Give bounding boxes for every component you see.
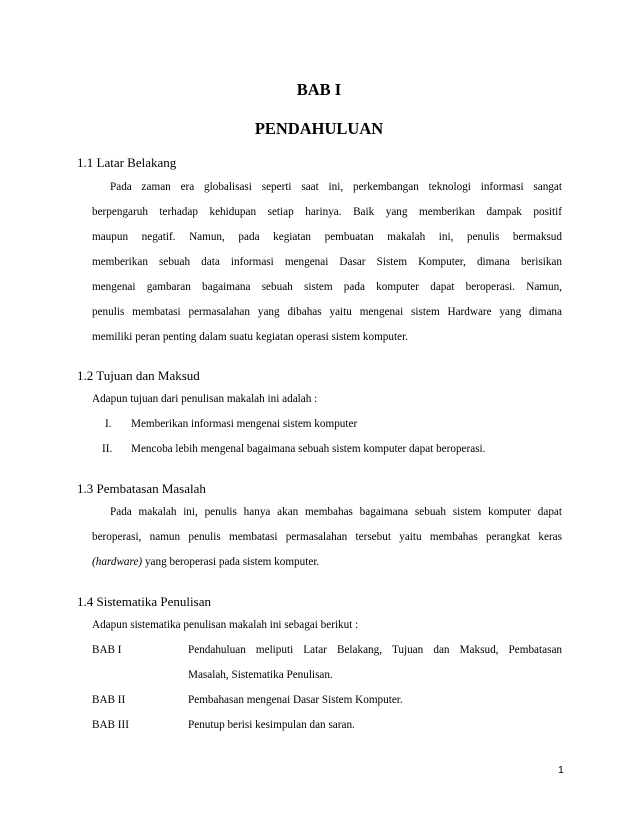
section-heading-latar-belakang: 1.1 Latar Belakang	[77, 155, 177, 170]
paragraph-line: penulis membatasi permasalahan yang dibahas yaitu mengenai sistem Hardware yang dimana	[92, 306, 562, 318]
paragraph-line: maupun negatif. Namun, pada kegiatan pembuatan makalah ini, penulis bermaksud	[92, 231, 562, 243]
list-item-text: Memberikan informasi mengenai sistem komputer	[131, 418, 358, 430]
paragraph-line: Pada makalah ini, penulis hanya akan membahas bagaimana sebuah sistem komputer dapat	[110, 506, 562, 518]
italic-term: (hardware)	[92, 556, 143, 568]
paragraph-line	[92, 556, 319, 568]
paragraph-line-rest: yang beroperasi pada sistem komputer.	[142, 556, 320, 568]
section-heading-pembatasan-masalah: 1.3 Pembatasan Masalah	[77, 481, 206, 496]
chapter-row-label: BAB II	[92, 694, 126, 706]
section-heading-sistematika: 1.4 Sistematika Penulisan	[77, 594, 211, 609]
chapter-row-desc: Penutup berisi kesimpulan dan saran.	[188, 719, 355, 731]
chapter-title: PENDAHULUAN	[254, 119, 384, 138]
section-intro: Adapun sistematika penulisan makalah ini sebagai berikut :	[92, 619, 359, 631]
paragraph-line: memberikan sebuah data informasi mengenai Dasar Sistem Komputer, dimana berisikan	[92, 256, 562, 268]
section-intro: Adapun tujuan dari penulisan makalah ini adalah :	[92, 393, 318, 405]
paragraph-line: Pada zaman era globalisasi seperti saat ini, perkembangan teknologi informasi sangat	[110, 181, 562, 193]
paragraph-line: berpengaruh terhadap kehidupan setiap harinya. Baik yang memberikan dampak positif	[92, 206, 562, 218]
list-item-number: I.	[105, 418, 112, 430]
chapter-label: BAB I	[296, 80, 342, 99]
chapter-row-label: BAB III	[92, 719, 129, 731]
paragraph-line: mengenai gambaran bagaimana sebuah sistem pada komputer dapat beroperasi. Namun,	[92, 281, 562, 293]
chapter-row-label: BAB I	[92, 644, 122, 656]
list-item-text: Mencoba lebih mengenal bagaimana sebuah sistem komputer dapat beroperasi.	[131, 443, 486, 455]
chapter-row-desc: Masalah, Sistematika Penulisan.	[188, 669, 333, 681]
page-number: 1	[558, 764, 564, 776]
list-item-number: II.	[102, 443, 113, 455]
chapter-row-desc: Pendahuluan meliputi Latar Belakang, Tujuan dan Maksud, Pembatasan	[188, 644, 562, 656]
chapter-row-desc: Pembahasan mengenai Dasar Sistem Komputer.	[188, 694, 403, 706]
paragraph-line: beroperasi, namun penulis membatasi permasalahan tersebut yaitu membahas perangkat keras	[92, 531, 562, 543]
paragraph-line: memiliki peran penting dalam suatu kegiatan operasi sistem komputer.	[92, 331, 408, 343]
section-heading-tujuan-maksud: 1.2 Tujuan dan Maksud	[77, 368, 200, 383]
